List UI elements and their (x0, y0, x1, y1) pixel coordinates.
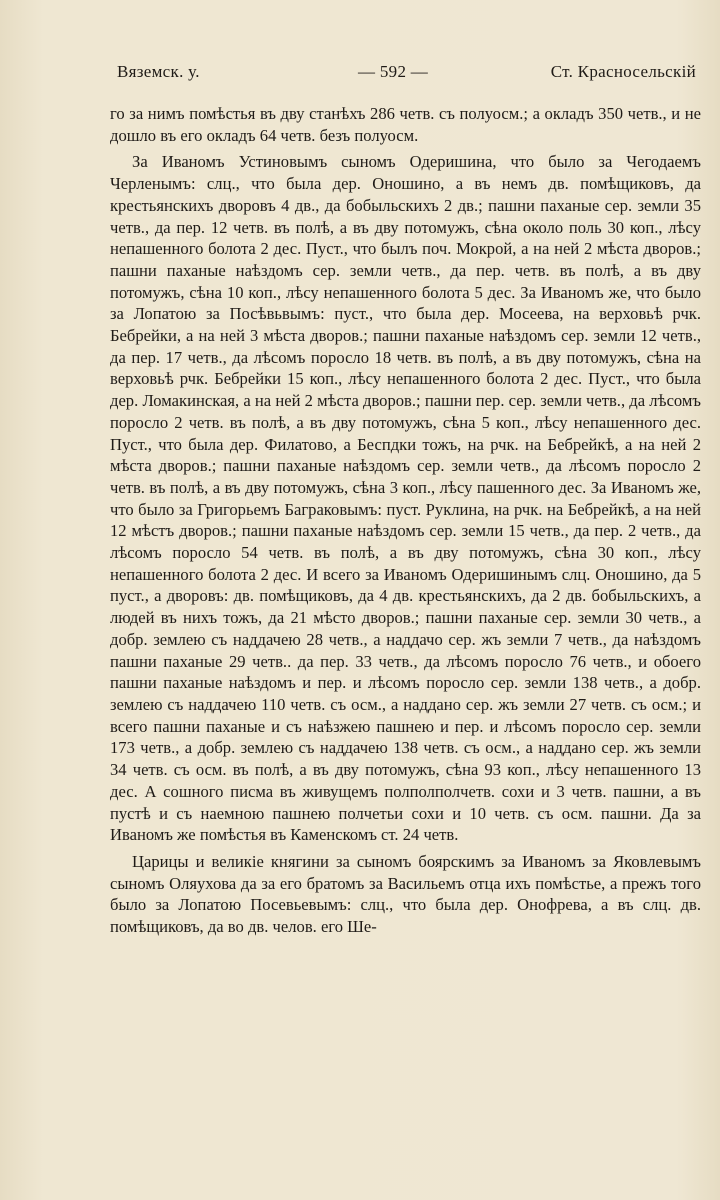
header-district: Вяземск. у. (117, 62, 200, 81)
page-number: — 592 — (358, 62, 429, 81)
paragraph-odérishin-estate: За Иваномъ Устиновымъ сыномъ Одеришина, что было за Чегодаемъ Черленымъ: слц., что была дер. Оношино, а въ немъ дв. помѣщиковъ, да крестьянскихъ дворовъ 4 дв., да бобыльскихъ 2 дв.; пашни паханые сер. земли 35 четв., да пер. 12 четв. въ полѣ, а въ дву потомужъ, сѣна около поль 30 коп., лѣсу непашенного болота 2 дес. Пуст., что былъ поч. Мокрой, а на ней 2 мѣста дворов.; пашни паханые наѣздомъ сер. земли четв., да пер. четв. въ полѣ, а въ дву потомужъ, сѣна 10 коп., лѣсу непашенного болота 5 дес. За Иваномъ же, что было за Лопатою за Посѣвьвымъ: пуст., что была дер. Мосеева, на верховьѣ рчк. Бебрейки, а на ней 3 мѣста дворов.; пашни паханые наѣздомъ сер. земли 12 четв., да пер. 17 четв., да лѣсомъ поросло 18 четв. въ полѣ, а въ дву потомужъ, сѣна на верховьѣ рчк. Бебрейки 15 коп., лѣсу непашенного болота 2 дес. Пуст., что была дер. Ломакинская, а на ней 2 мѣста дворов.; пашни пер. сер. земли четв., да лѣсомъ поросло 2 четв. въ полѣ, а въ дву потомужъ, сѣна 5 коп., лѣсу непашенного дес. Пуст., что была дер. Филатово, а Беспдки тожъ, на рчк. на Бебрейкѣ, а на ней 2 мѣста дворов.; пашни паханые наѣздомъ сер. земли четв., да лѣсомъ поросло 2 четв. въ полѣ, а въ дву потомужъ, сѣна 3 коп., лѣсу пашенного дес. За Иваномъ же, что было за Григорьемъ Баграковымъ: пуст. Руклина, на рчк. на Бебрейкѣ, а на ней 12 мѣстъ дворов.; пашни паханые наѣздомъ сер. земли 15 четв., да пер. 2 четв., да лѣсомъ поросло 54 четв. въ полѣ, а въ дву потомужъ, сѣна 30 коп., лѣсу непашенного болота 2 дес. И всего за Иваномъ Одеришинымъ слц. Оношино, да 5 пуст., а дворовъ: дв. помѣщиковъ, да 4 дв. крестьянскихъ, да 2 дв. бобыльскихъ, а людей въ нихъ тожъ, да 21 мѣсто дворов.; пашни паханые сер. земли 30 четв., а добр. землею съ наддачею 28 четв., а наддачо сер. жъ земли 7 четв., да наѣздомъ пашни паханые 29 четв.. да пер. 33 четв., да лѣсомъ поросло 76 четв., и обоего пашни паханые наѣздомъ и пер. и лѣсомъ поросло сер. земли 138 четв., а добр. землею съ наддачею 110 четв. съ осм., а наддано сер. жъ земли 27 четв. съ осм.; и всего пашни паханые и съ наѣзжею пашнею и пер. и лѣсомъ поросло сер. земли 173 четв., а добр. землею съ наддачею 138 четв. съ осм., а наддано сер. жъ земли 34 четв. съ осм. въ полѣ, а въ дву потомужъ, сѣна 93 коп., лѣсу непашенного 13 дес. А сошного писма въ живущемъ полполполчетв. сохи и 3 четв. пашни, а въ пустѣ и съ наемною пашнею полчетьи сохи и 10 четв. съ осм. пашни. Да за Иваномъ же помѣстья въ Каменскомъ ст. 24 четв. (110, 152, 701, 845)
paragraph-continuation: го за нимъ помѣстья въ дву станѣхъ 286 четв. съ полуосм.; а окладъ 350 четв., и не дошло въ его окладъ 64 четв. безъ полуосм. (110, 104, 701, 145)
header-stan: Ст. Красносельскій (550, 62, 696, 81)
document-body (110, 103, 701, 938)
paragraph-oliaukhov-estate: Царицы и великіе княгини за сыномъ боярскимъ за Иваномъ за Яковлевымъ сыномъ Оляухова да за его братомъ за Васильемъ отца ихъ помѣстье, а прежъ того было за Лопатою Посевьевымъ: слц., что была дер. Онофрева, а въ слц. дв. помѣщиковъ, да во дв. челов. его Ше- (110, 851, 701, 937)
running-header (117, 62, 696, 86)
